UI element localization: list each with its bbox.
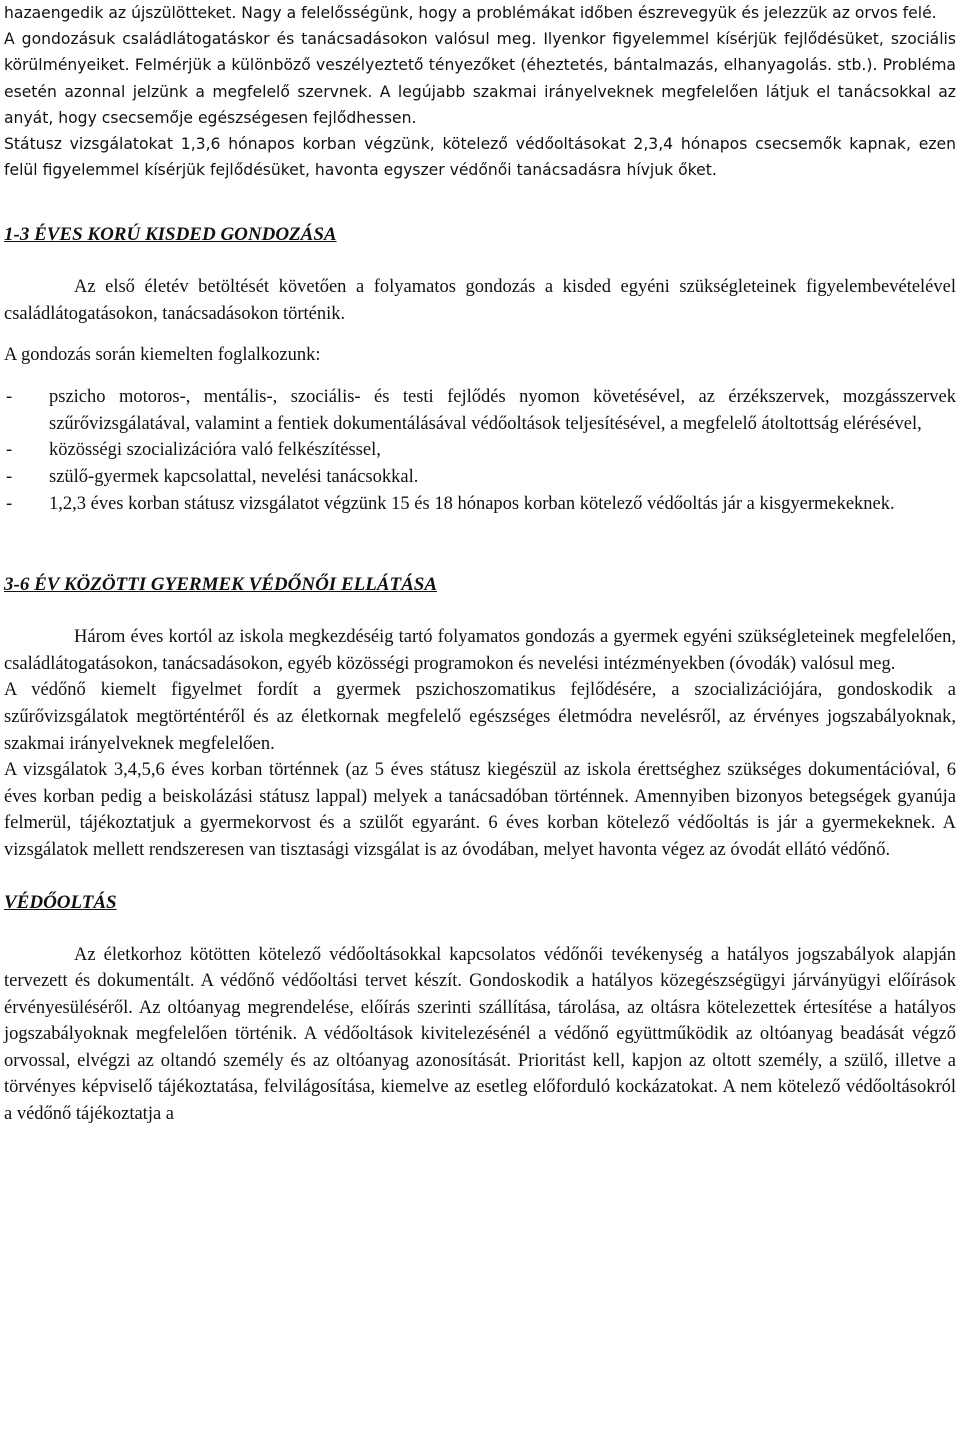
list-item: - szülő-gyermek kapcsolattal, nevelési tanácsokkal. xyxy=(4,464,956,491)
section-vedooltas xyxy=(4,890,956,1128)
section-title-kisded: 1-3 ÉVES KORÚ KISDED GONDOZÁSA xyxy=(4,224,337,246)
intro-paragraph-1: hazaengedik az újszülötteket. Nagy a felelősségünk, hogy a problémákat időben észrevegyük és jelezzük az orvos felé. xyxy=(4,4,937,22)
gyermek-paragraph-1: Három éves kortól az iskola megkezdéséig tartó folyamatos gondozás a gyermek egyéni szükségleteinek megfelelően, családlátogatásokon, tanácsadásokon, egyéb közösségi programokon és nevelési intézményekben (óvodák) valósul meg. xyxy=(4,627,956,674)
list-item: - pszicho motoros-, mentális-, szociális- és testi fejlődés nyomon követésével, az érzékszervek, mozgásszervek szűrővizsgálatával, valamint a fentiek dokumentálásával védőoltások teljesítésével, a megfelelő átoltottság elérésével, xyxy=(4,384,956,437)
intro-paragraph-3: Státusz vizsgálatokat 1,3,6 hónapos korban végzünk, kötelező védőoltásokat 2,3,4 hónapos csecsemők kapnak, ezen felül figyelemmel kísérjük fejlődésüket, havonta egyszer védőnői tanácsadásra hívjuk őket. xyxy=(4,135,956,180)
document-page xyxy=(4,0,956,1128)
kisded-paragraph-1: Az első életév betöltését követően a folyamatos gondozás a kisded egyéni szükségleteinek figyelembevételével családlátogatásokon, tanácsadásokon történik. xyxy=(4,277,956,325)
gyermek-paragraph-3: A vizsgálatok 3,4,5,6 éves korban történnek (az 5 éves státusz kiegészül az iskola érettséghez szükséges dokumentációval, 6 éves korban pedig a beiskolázási státusz lappal) melyek a tanácsadóban történnek. Amennyiben bizonyos betegségek gyanúja felmerül, tájékoztatjuk a gyermekorvost és a szülőt egyaránt. 6 éves korban kötelező védőoltás is jár a gyermekeknek. A vizsgálatok mellett rendszeresen van tisztasági vizsgálat is az óvodában, melyet havonta végez az óvodát ellátó védőnő. xyxy=(4,760,956,860)
vedooltas-paragraph-1: Az életkorhoz kötötten kötelező védőoltásokkal kapcsolatos védőnői tevékenység a hatályos jogszabályok alapján tervezett és dokumentált. A védőnő védőoltási tervet készít. Gondoskodik a hatályos közegészségügyi járványügyi előírások érvényesüléséről. Az oltóanyag megrendelése, előírás szerinti szállítása, tárolása, az oltásra kötelezettek értesítése a hatályos jogszabályoknak megfelelően történik. A védőoltások kivitelezésénél a védőnő együttműködik az oltóanyag beadását végző orvossal, elvégzi az oltandó személy és az oltóanyag azonosítását. Prioritást kell, kapjon az oltott személy, a szülő, illetve a törvényes képviselő tájékoztatása, felvilágosítása, kiemelve az esetleg előforduló kockázatokat. A nem kötelező védőoltásokról a védőnő tájékoztatja a xyxy=(4,944,956,1125)
gyermek-paragraph-2: A védőnő kiemelt figyelmet fordít a gyermek pszichoszomatikus fejlődésére, a szocializációjára, gondoskodik a szűrővizsgálatok megtörténtéről és az életkornak megfelelő egészséges életmódra nevelésről, az érvényes jogszabályoknak, szakmai irányelveknek megfelelően. xyxy=(4,680,956,754)
list-item: - közösségi szocializációra való felkészítéssel, xyxy=(4,437,956,464)
section-title-gyermek: 3-6 ÉV KÖZÖTTI GYERMEK VÉDŐNŐI ELLÁTÁSA xyxy=(4,574,438,596)
list-item: - 1,2,3 éves korban státusz vizsgálatot végzünk 15 és 18 hónapos korban kötelező védőoltás jár a kisgyermekeknek. xyxy=(4,491,956,518)
intro-block xyxy=(4,0,956,183)
intro-paragraph-2: A gondozásuk családlátogatáskor és tanácsadásokon valósul meg. Ilyenkor figyelemmel kísérjük fejlődésüket, szociális körülményeiket. Felmérjük a különböző veszélyeztető tényezőket (éheztetés, bántalmazás, elhanyagolás. stb.). Probléma esetén azonnal jelzünk a megfelelő szervnek. A legújabb szakmai irányelveknek megfelelően látjuk el tanácsokkal az anyát, hogy csecsemője egészségesen fejlődhessen. xyxy=(4,30,956,127)
section-gyermek xyxy=(4,572,956,863)
kisded-paragraph-2: A gondozás során kiemelten foglalkozunk: xyxy=(4,344,321,365)
kisded-care-list xyxy=(4,384,956,517)
section-kisded xyxy=(4,222,956,517)
section-title-vedooltas: VÉDŐOLTÁS xyxy=(4,891,117,913)
